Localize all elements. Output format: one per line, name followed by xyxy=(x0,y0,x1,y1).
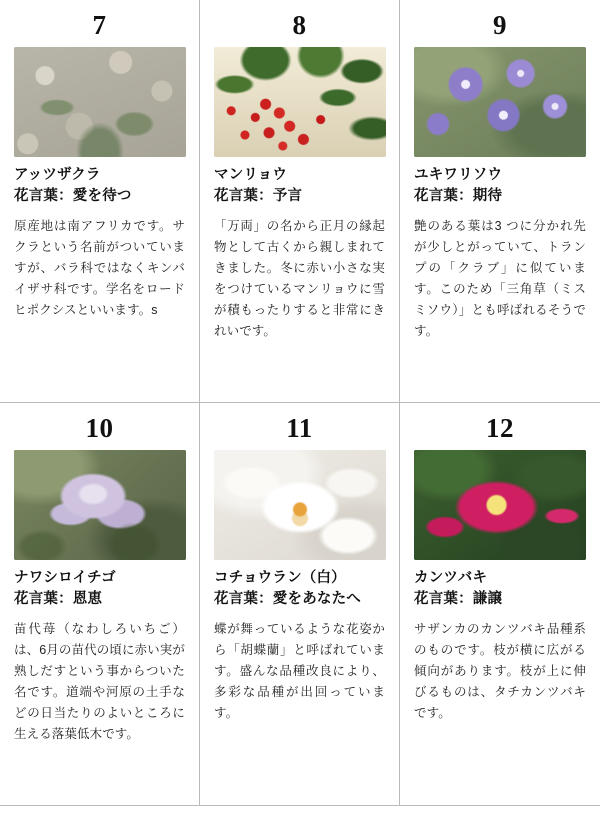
pale-purple-bramble-flower-photo xyxy=(14,450,186,560)
flower-description: 原産地は南アフリカです。サクラという名前がついていますが、バラ科ではなくキンバイザサ科です。学名をロードヒポクシスといいます。s xyxy=(14,219,185,317)
flower-card-10 xyxy=(0,403,200,806)
flower-name: ナワシロイチゴ xyxy=(14,570,116,586)
flower-meaning: 花言葉：期待 xyxy=(414,188,503,204)
card-number: 12 xyxy=(486,413,514,443)
card-number: 10 xyxy=(85,413,114,443)
flower-card-8 xyxy=(200,0,400,403)
flower-description: 蝶が舞っているような花姿から「胡蝶蘭」と呼ばれています。盛んな品種改良により、多彩な品種が出回っています。 xyxy=(214,622,385,720)
card-number: 11 xyxy=(286,413,313,443)
white-orchid-photo xyxy=(214,450,386,560)
pink-camellia-photo xyxy=(414,450,586,560)
flower-meaning: 花言葉：謙譲 xyxy=(414,591,503,607)
flower-card-7 xyxy=(0,0,200,403)
flower-name: カンツバキ xyxy=(414,570,488,586)
flower-description: サザンカのカンツバキ品種系のものです。枝が横に広がる傾向があります。枝が上に伸びるものは、タチカンツバキです。 xyxy=(414,622,586,720)
flower-card-12 xyxy=(400,403,600,806)
flower-description: 艶のある葉は3 つに分かれ先が少しとがっていて、トランプの「クラブ」に似ています。このため「三角草（ミスミソウ）」とも呼ばれるそうです。 xyxy=(414,219,586,338)
card-number: 7 xyxy=(92,10,107,40)
flower-meaning: 花言葉：予言 xyxy=(214,188,303,204)
flower-meaning: 花言葉：愛をあなたへ xyxy=(214,591,361,607)
flower-meaning: 花言葉：愛を待つ xyxy=(14,188,132,204)
flower-card-11 xyxy=(200,403,400,806)
flower-name: マンリョウ xyxy=(214,167,288,183)
flower-card-9 xyxy=(400,0,600,403)
card-number: 9 xyxy=(493,10,507,40)
red-berries-photo xyxy=(214,47,386,157)
bottom-divider xyxy=(0,805,600,806)
flower-description: 「万両」の名から正月の縁起物として古くから親しまれてきました。冬に赤い小さな実をつけているマンリョウに雪が積もったりすると非常にきれいです。 xyxy=(214,219,385,338)
flower-description: 苗代苺（なわしろいちご）は、6月の苗代の頃に赤い実が熟しだすという事からついた名です。道端や河原の土手などの日当たりのよいところに生える落葉低木です。 xyxy=(14,622,185,741)
purple-hepatica-photo xyxy=(414,47,586,157)
flower-name: アッツザクラ xyxy=(14,167,101,183)
flower-name: ユキワリソウ xyxy=(414,167,503,183)
pink-groundcover-flowers-photo xyxy=(14,47,186,157)
flower-name: コチョウラン（白） xyxy=(214,570,346,586)
flower-meaning: 花言葉：恩恵 xyxy=(14,591,103,607)
card-number: 8 xyxy=(292,10,307,40)
